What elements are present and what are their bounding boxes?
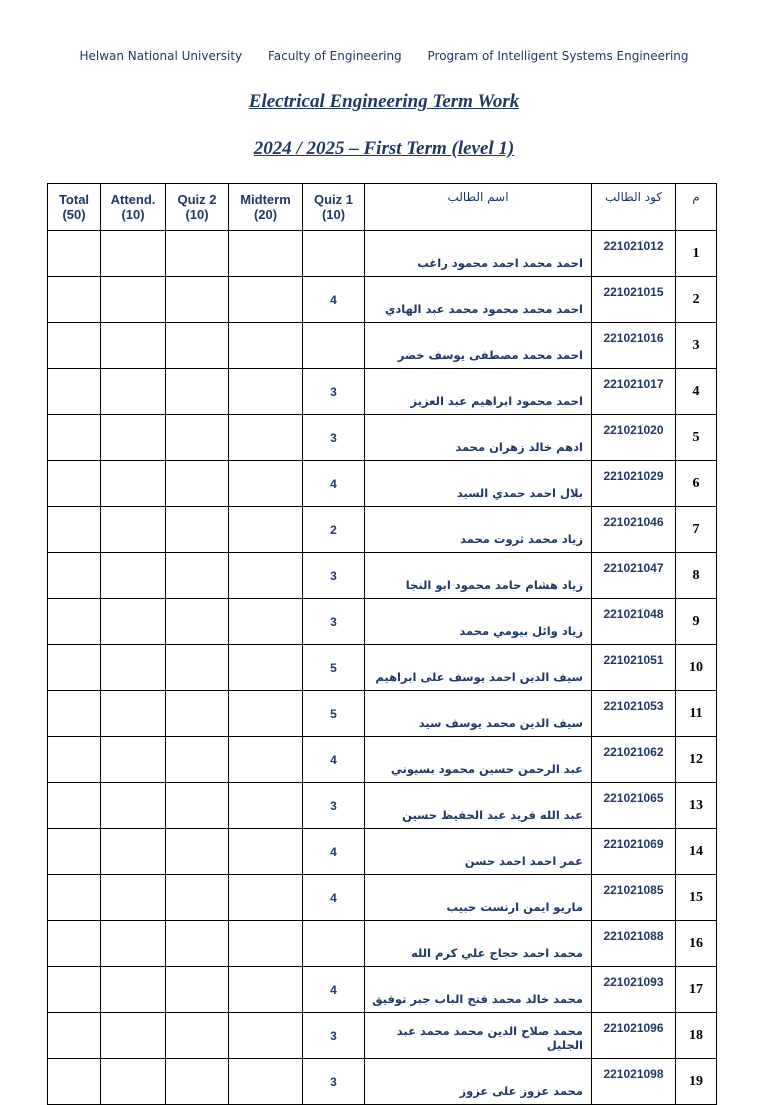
table-row bbox=[48, 829, 717, 875]
cell-total bbox=[48, 737, 101, 783]
cell-total bbox=[48, 921, 101, 967]
cell-quiz2 bbox=[166, 507, 229, 553]
cell-quiz2 bbox=[166, 323, 229, 369]
cell-total bbox=[48, 875, 101, 921]
col-header-number: م bbox=[676, 184, 717, 231]
cell-student-name: احمد محمد محمود محمد عبد الهادي bbox=[365, 277, 592, 323]
cell-quiz1: 3 bbox=[303, 1013, 365, 1059]
cell-attend bbox=[101, 691, 166, 737]
cell-row-number: 11 bbox=[676, 691, 717, 737]
cell-row-number: 14 bbox=[676, 829, 717, 875]
cell-quiz1: 5 bbox=[303, 691, 365, 737]
cell-attend bbox=[101, 645, 166, 691]
cell-student-name: احمد محمد مصطفى يوسف خضر bbox=[365, 323, 592, 369]
cell-row-number: 2 bbox=[676, 277, 717, 323]
cell-midterm bbox=[229, 645, 303, 691]
cell-quiz2 bbox=[166, 369, 229, 415]
cell-quiz2 bbox=[166, 875, 229, 921]
table-row bbox=[48, 415, 717, 461]
cell-total bbox=[48, 967, 101, 1013]
cell-student-name: زياد هشام حامد محمود ابو النجا bbox=[365, 553, 592, 599]
cell-quiz2 bbox=[166, 829, 229, 875]
cell-quiz1: 4 bbox=[303, 829, 365, 875]
cell-quiz1: 3 bbox=[303, 599, 365, 645]
cell-student-code: 221021098 bbox=[592, 1059, 676, 1105]
cell-student-name: احمد محمد احمد محمود راغب bbox=[365, 231, 592, 277]
cell-quiz2 bbox=[166, 737, 229, 783]
cell-quiz1: 4 bbox=[303, 875, 365, 921]
cell-attend bbox=[101, 461, 166, 507]
cell-student-name: زياد محمد ثروت محمد bbox=[365, 507, 592, 553]
cell-quiz1: 3 bbox=[303, 415, 365, 461]
cell-attend bbox=[101, 967, 166, 1013]
cell-student-name: احمد محمود ابراهيم عبد العزيز bbox=[365, 369, 592, 415]
cell-attend bbox=[101, 921, 166, 967]
cell-student-code: 221021053 bbox=[592, 691, 676, 737]
table-row bbox=[48, 507, 717, 553]
cell-student-name: بلال احمد حمدي السيد bbox=[365, 461, 592, 507]
cell-midterm bbox=[229, 599, 303, 645]
cell-quiz2 bbox=[166, 645, 229, 691]
cell-midterm bbox=[229, 737, 303, 783]
cell-total bbox=[48, 553, 101, 599]
cell-quiz2 bbox=[166, 1013, 229, 1059]
table-row bbox=[48, 553, 717, 599]
cell-attend bbox=[101, 599, 166, 645]
cell-student-code: 221021069 bbox=[592, 829, 676, 875]
cell-total bbox=[48, 783, 101, 829]
cell-quiz1: 4 bbox=[303, 277, 365, 323]
cell-student-code: 221021017 bbox=[592, 369, 676, 415]
cell-quiz1 bbox=[303, 231, 365, 277]
cell-total bbox=[48, 277, 101, 323]
cell-row-number: 18 bbox=[676, 1013, 717, 1059]
table-row bbox=[48, 921, 717, 967]
cell-midterm bbox=[229, 691, 303, 737]
cell-quiz1: 3 bbox=[303, 1059, 365, 1105]
cell-student-code: 221021085 bbox=[592, 875, 676, 921]
cell-row-number: 9 bbox=[676, 599, 717, 645]
cell-row-number: 10 bbox=[676, 645, 717, 691]
cell-student-code: 221021016 bbox=[592, 323, 676, 369]
cell-midterm bbox=[229, 461, 303, 507]
cell-student-code: 221021062 bbox=[592, 737, 676, 783]
cell-row-number: 12 bbox=[676, 737, 717, 783]
cell-midterm bbox=[229, 1013, 303, 1059]
cell-student-code: 221021015 bbox=[592, 277, 676, 323]
cell-quiz1 bbox=[303, 921, 365, 967]
table-row bbox=[48, 461, 717, 507]
cell-quiz2 bbox=[166, 277, 229, 323]
cell-total bbox=[48, 645, 101, 691]
cell-midterm bbox=[229, 507, 303, 553]
cell-total bbox=[48, 507, 101, 553]
table-row bbox=[48, 783, 717, 829]
cell-row-number: 15 bbox=[676, 875, 717, 921]
cell-quiz1: 5 bbox=[303, 645, 365, 691]
cell-student-code: 221021012 bbox=[592, 231, 676, 277]
cell-attend bbox=[101, 1059, 166, 1105]
cell-student-name: عبد الله فريد عبد الحفيظ حسين bbox=[365, 783, 592, 829]
cell-row-number: 17 bbox=[676, 967, 717, 1013]
cell-student-name: محمد عزوز على عزوز bbox=[365, 1059, 592, 1105]
cell-midterm bbox=[229, 875, 303, 921]
cell-midterm bbox=[229, 1059, 303, 1105]
cell-attend bbox=[101, 507, 166, 553]
cell-student-name: عبد الرحمن حسين محمود بسيوني bbox=[365, 737, 592, 783]
cell-quiz1 bbox=[303, 323, 365, 369]
cell-attend bbox=[101, 553, 166, 599]
cell-student-code: 221021048 bbox=[592, 599, 676, 645]
table-row bbox=[48, 645, 717, 691]
cell-quiz1: 3 bbox=[303, 553, 365, 599]
cell-quiz2 bbox=[166, 415, 229, 461]
cell-quiz2 bbox=[166, 553, 229, 599]
cell-quiz2 bbox=[166, 231, 229, 277]
table-row bbox=[48, 875, 717, 921]
col-header-midterm: Midterm (20) bbox=[229, 184, 303, 231]
cell-student-name: محمد خالد محمد فتح الباب جبر توفيق bbox=[365, 967, 592, 1013]
university-name: Helwan National University bbox=[79, 49, 243, 63]
cell-midterm bbox=[229, 921, 303, 967]
cell-quiz2 bbox=[166, 599, 229, 645]
cell-total bbox=[48, 231, 101, 277]
cell-row-number: 13 bbox=[676, 783, 717, 829]
cell-row-number: 1 bbox=[676, 231, 717, 277]
cell-total bbox=[48, 829, 101, 875]
cell-student-code: 221021096 bbox=[592, 1013, 676, 1059]
cell-midterm bbox=[229, 553, 303, 599]
grades-table bbox=[47, 183, 717, 1105]
col-header-student-name: اسم الطالب bbox=[365, 184, 592, 231]
faculty-name: Faculty of Engineering bbox=[267, 49, 402, 63]
cell-total bbox=[48, 461, 101, 507]
table-row bbox=[48, 737, 717, 783]
table-row bbox=[48, 323, 717, 369]
cell-student-code: 221021088 bbox=[592, 921, 676, 967]
cell-quiz1: 4 bbox=[303, 461, 365, 507]
cell-attend bbox=[101, 737, 166, 783]
cell-midterm bbox=[229, 967, 303, 1013]
cell-attend bbox=[101, 277, 166, 323]
cell-row-number: 16 bbox=[676, 921, 717, 967]
col-header-attend: Attend. (10) bbox=[101, 184, 166, 231]
cell-quiz1: 4 bbox=[303, 967, 365, 1013]
cell-quiz2 bbox=[166, 967, 229, 1013]
cell-student-code: 221021051 bbox=[592, 645, 676, 691]
cell-student-code: 221021046 bbox=[592, 507, 676, 553]
table-row bbox=[48, 231, 717, 277]
cell-row-number: 3 bbox=[676, 323, 717, 369]
cell-student-name: ماريو ايمن ارنست حبيب bbox=[365, 875, 592, 921]
cell-quiz2 bbox=[166, 691, 229, 737]
cell-quiz1: 3 bbox=[303, 369, 365, 415]
cell-student-name: زياد وائل بيومي محمد bbox=[365, 599, 592, 645]
cell-row-number: 4 bbox=[676, 369, 717, 415]
table-row bbox=[48, 1013, 717, 1059]
cell-quiz2 bbox=[166, 1059, 229, 1105]
col-header-quiz2: Quiz 2 (10) bbox=[166, 184, 229, 231]
cell-total bbox=[48, 415, 101, 461]
cell-row-number: 8 bbox=[676, 553, 717, 599]
cell-student-name: ادهم خالد زهران محمد bbox=[365, 415, 592, 461]
cell-attend bbox=[101, 231, 166, 277]
cell-student-name: عمر احمد احمد حسن bbox=[365, 829, 592, 875]
cell-midterm bbox=[229, 277, 303, 323]
table-row bbox=[48, 1059, 717, 1105]
table-row bbox=[48, 599, 717, 645]
cell-attend bbox=[101, 783, 166, 829]
cell-student-code: 221021065 bbox=[592, 783, 676, 829]
cell-student-name: سيف الدين محمد يوسف سيد bbox=[365, 691, 592, 737]
cell-row-number: 7 bbox=[676, 507, 717, 553]
col-header-student-code: كود الطالب bbox=[592, 184, 676, 231]
cell-total bbox=[48, 323, 101, 369]
cell-total bbox=[48, 369, 101, 415]
cell-attend bbox=[101, 323, 166, 369]
cell-total bbox=[48, 1013, 101, 1059]
cell-midterm bbox=[229, 369, 303, 415]
col-header-total: Total (50) bbox=[48, 184, 101, 231]
cell-midterm bbox=[229, 231, 303, 277]
cell-student-code: 221021029 bbox=[592, 461, 676, 507]
cell-midterm bbox=[229, 829, 303, 875]
cell-student-name: محمد احمد حجاج علي كرم الله bbox=[365, 921, 592, 967]
cell-row-number: 5 bbox=[676, 415, 717, 461]
cell-total bbox=[48, 1059, 101, 1105]
cell-quiz2 bbox=[166, 461, 229, 507]
cell-midterm bbox=[229, 783, 303, 829]
cell-student-name: محمد صلاح الدين محمد محمد عبد الجليل bbox=[365, 1013, 592, 1059]
cell-midterm bbox=[229, 415, 303, 461]
cell-total bbox=[48, 691, 101, 737]
cell-quiz1: 4 bbox=[303, 737, 365, 783]
cell-row-number: 19 bbox=[676, 1059, 717, 1105]
cell-attend bbox=[101, 369, 166, 415]
cell-attend bbox=[101, 1013, 166, 1059]
table-header-row bbox=[48, 184, 717, 231]
cell-student-code: 221021020 bbox=[592, 415, 676, 461]
col-header-quiz1: Quiz 1 (10) bbox=[303, 184, 365, 231]
cell-total bbox=[48, 599, 101, 645]
cell-student-code: 221021093 bbox=[592, 967, 676, 1013]
cell-midterm bbox=[229, 323, 303, 369]
document-header bbox=[0, 49, 768, 63]
cell-row-number: 6 bbox=[676, 461, 717, 507]
table-row bbox=[48, 691, 717, 737]
cell-quiz2 bbox=[166, 783, 229, 829]
cell-quiz1: 3 bbox=[303, 783, 365, 829]
cell-quiz2 bbox=[166, 921, 229, 967]
cell-student-name: سيف الدين احمد يوسف على ابراهيم bbox=[365, 645, 592, 691]
document-subtitle: 2024 / 2025 – First Term (level 1) bbox=[253, 138, 515, 159]
cell-quiz1: 2 bbox=[303, 507, 365, 553]
cell-attend bbox=[101, 415, 166, 461]
table-row bbox=[48, 277, 717, 323]
cell-attend bbox=[101, 875, 166, 921]
document-title: Electrical Engineering Term Work bbox=[248, 91, 520, 112]
cell-attend bbox=[101, 829, 166, 875]
program-name: Program of Intelligent Systems Engineering bbox=[427, 49, 689, 63]
table-row bbox=[48, 369, 717, 415]
cell-student-code: 221021047 bbox=[592, 553, 676, 599]
table-row bbox=[48, 967, 717, 1013]
